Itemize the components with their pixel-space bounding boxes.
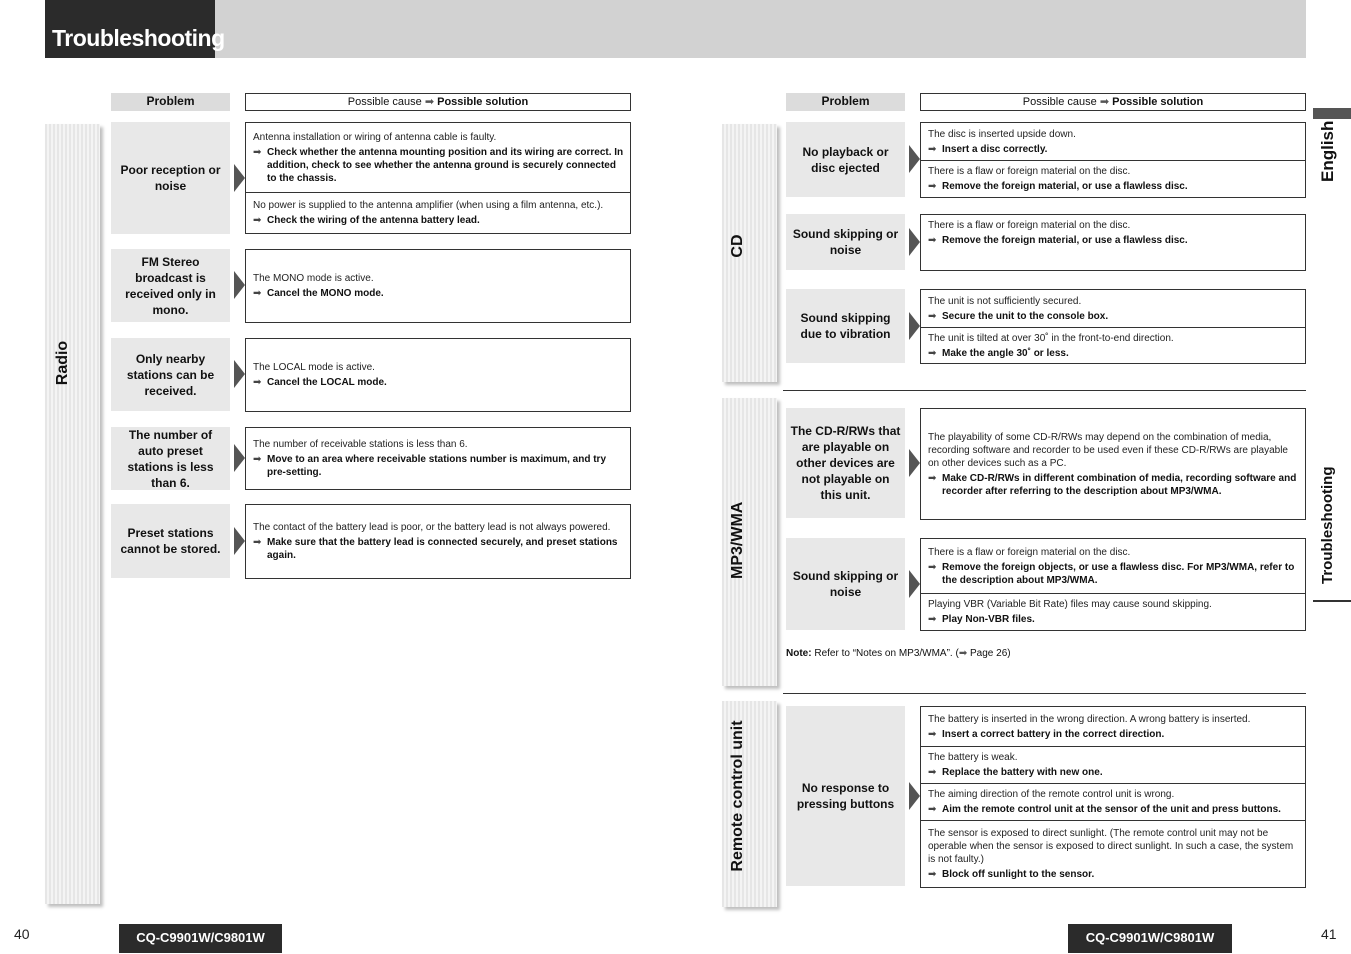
problem-cell: Preset stations cannot be stored. — [111, 504, 230, 578]
cause-text: The playability of some CD-R/RWs may depend on the combination of media, recording software and recorder to be used even if these CD-R/RWs are playable on other devices such as a PC. — [928, 431, 1288, 469]
arrow-icon: ➡ — [928, 472, 937, 484]
cause-text: Antenna installation or wiring of antenna cable is faulty. — [253, 131, 497, 143]
cause-header: Possible cause — [1022, 96, 1097, 108]
problem-column-header: Problem — [786, 93, 905, 111]
problem-cell: The number of auto preset stations is less than 6. — [111, 427, 230, 490]
arrow-icon: ➡ — [928, 181, 937, 192]
pointer-arrow-icon — [234, 164, 245, 192]
problem-cell: No response to pressing buttons — [786, 706, 905, 886]
solution-box — [245, 504, 631, 579]
cause-text: The MONO mode is active. — [253, 273, 374, 284]
section-divider — [1313, 600, 1351, 602]
solution-text: Remove the foreign objects, or use a flawless disc. For MP3/WMA, refer to the description about MP3/WMA. — [942, 561, 1295, 586]
pointer-arrow-icon — [234, 444, 245, 472]
problem-cell: FM Stereo broadcast is received only in mono. — [111, 249, 230, 322]
problem-cell: Sound skipping or noise — [786, 538, 905, 630]
arrow-icon: ➡ — [424, 96, 435, 108]
cause-text: The disc is inserted upside down. — [928, 128, 1076, 140]
note-label: Note: — [786, 648, 812, 659]
solution-text: Check whether the antenna mounting position and its wiring are correct. In addition, check to see whether the antenna ground is securely connected to the chassis. — [267, 146, 624, 184]
solution-text: Check the wiring of the antenna battery lead. — [267, 215, 480, 226]
cd-tab-label: CD — [729, 234, 746, 258]
cause-text: No power is supplied to the antenna amplifier (when using a film antenna, etc.). — [253, 200, 604, 211]
solution-box — [920, 408, 1306, 520]
cause-text: The contact of the battery lead is poor, or the battery lead is not always powered. — [253, 522, 611, 533]
problem-cell: No playback or disc ejected — [786, 122, 905, 197]
cause-solution-header — [245, 93, 631, 111]
cause-text: The battery is inserted in the wrong direction. A wrong battery is inserted. — [928, 713, 1251, 725]
arrow-icon: ➡ — [1099, 96, 1110, 108]
arrow-icon: ➡ — [253, 288, 262, 299]
cause-text: Playing VBR (Variable Bit Rate) files may cause sound skipping. — [928, 599, 1212, 610]
solution-text: Insert a disc correctly. — [942, 143, 1048, 155]
pointer-arrow-icon — [909, 145, 920, 173]
solution-text: Play Non-VBR files. — [942, 614, 1035, 625]
language-marker — [1313, 108, 1351, 119]
section-rule — [783, 693, 1306, 694]
pointer-arrow-icon — [909, 782, 920, 810]
problem-cell: Sound skipping due to vibration — [786, 289, 905, 363]
language-label: English — [1318, 120, 1337, 182]
arrow-icon: ➡ — [253, 454, 262, 465]
note-page-link[interactable]: Page 26) — [970, 648, 1011, 659]
arrow-icon: ➡ — [928, 143, 937, 155]
solution-text: Remove the foreign material, or use a flawless disc. — [942, 235, 1188, 246]
solution-box — [920, 289, 1306, 364]
section-label: Troubleshooting — [1319, 466, 1336, 584]
solution-text: Cancel the MONO mode. — [267, 288, 384, 299]
solution-box — [245, 427, 631, 490]
pointer-arrow-icon — [234, 527, 245, 555]
cause-text: The LOCAL mode is active. — [253, 362, 375, 373]
cause-text: The unit is not sufficiently secured. — [928, 295, 1082, 307]
arrow-icon: ➡ — [928, 310, 937, 322]
cause-text: There is a flaw or foreign material on the disc. — [928, 166, 1131, 177]
header-bar — [45, 0, 1306, 58]
arrow-icon: ➡ — [253, 537, 262, 548]
solution-header: Possible solution — [437, 96, 529, 108]
cause-header: Possible cause — [347, 96, 422, 108]
pointer-arrow-icon — [909, 228, 920, 256]
pointer-arrow-icon — [234, 271, 245, 299]
arrow-icon: ➡ — [928, 869, 937, 880]
problem-cell: Poor reception or noise — [111, 122, 230, 234]
page-number-left: 40 — [14, 926, 30, 942]
problem-column-header: Problem — [111, 93, 230, 111]
radio-tab — [45, 124, 100, 904]
solution-text: Secure the unit to the console box. — [942, 310, 1109, 322]
solution-box — [920, 538, 1306, 631]
arrow-icon: ➡ — [928, 767, 937, 778]
cause-solution-header — [920, 93, 1306, 111]
solution-text: Insert a correct battery in the correct direction. — [942, 728, 1165, 740]
arrow-icon: ➡ — [253, 377, 262, 388]
pointer-arrow-icon — [909, 570, 920, 598]
arrow-icon: ➡ — [958, 648, 968, 659]
solution-box — [245, 338, 631, 412]
solution-text: Make the angle 30˚ or less. — [942, 347, 1069, 359]
solution-text: Aim the remote control unit at the sensor of the unit and press buttons. — [942, 804, 1281, 815]
pointer-arrow-icon — [909, 449, 920, 477]
cause-text: There is a flaw or foreign material on the disc. — [928, 220, 1131, 231]
cause-text: The number of receivable stations is less than 6. — [253, 439, 468, 450]
cause-text: The battery is weak. — [928, 752, 1018, 763]
radio-tab-label: Radio — [54, 340, 71, 386]
note-text: Refer to “Notes on MP3/WMA”. ( — [814, 648, 959, 659]
arrow-icon: ➡ — [928, 614, 937, 625]
solution-box — [920, 706, 1306, 888]
problem-cell: Only nearby stations can be received. — [111, 338, 230, 411]
problem-cell: Sound skipping or noise — [786, 214, 905, 270]
solution-text: Make CD-R/RWs in different combination of media, recording software and recorder after referring to the description about MP3/WMA. — [942, 472, 1297, 497]
problem-cell: The CD-R/RWs that are playable on other devices are not playable on this unit. — [786, 408, 905, 518]
section-rule — [783, 390, 1306, 391]
solution-text: Move to an area where receivable stations number is maximum, and try pre-setting. — [267, 454, 607, 478]
solution-text: Make sure that the battery lead is connected securely, and preset stations again. — [267, 537, 618, 561]
remote-tab-label: Remote control unit — [729, 720, 746, 872]
cause-text: The aiming direction of the remote control unit is wrong. — [928, 789, 1175, 800]
cause-text: There is a flaw or foreign material on the disc. — [928, 546, 1131, 558]
solution-text: Block off sunlight to the sensor. — [942, 869, 1095, 880]
solution-box — [245, 249, 631, 323]
arrow-icon: ➡ — [928, 804, 937, 815]
solution-text: Remove the foreign material, or use a flawless disc. — [942, 181, 1188, 192]
arrow-icon: ➡ — [928, 347, 937, 359]
solution-box — [245, 122, 631, 234]
arrow-icon: ➡ — [253, 146, 262, 158]
solution-box — [920, 122, 1306, 198]
cause-text: The sensor is exposed to direct sunlight. (The remote control unit may not be operable when the sensor is exposed to direct sunlight. In such a case, the system is not faulty.) — [928, 828, 1294, 865]
solution-text: Cancel the LOCAL mode. — [267, 377, 387, 388]
mp3-wma-tab-label: MP3/WMA — [729, 501, 746, 579]
arrow-icon: ➡ — [253, 215, 262, 226]
model-number-right: CQ-C9901W/C9801W — [1068, 924, 1232, 953]
page-number-right: 41 — [1321, 926, 1337, 942]
mp3-note — [786, 648, 1011, 659]
cause-text: The unit is tilted at over 30˚ in the front-to-end direction. — [928, 332, 1174, 344]
solution-header: Possible solution — [1112, 96, 1204, 108]
arrow-icon: ➡ — [928, 728, 937, 740]
model-number-left: CQ-C9901W/C9801W — [119, 924, 282, 953]
pointer-arrow-icon — [234, 360, 245, 388]
solution-text: Replace the battery with new one. — [942, 767, 1103, 778]
arrow-icon: ➡ — [928, 561, 937, 573]
solution-box — [920, 214, 1306, 271]
pointer-arrow-icon — [909, 312, 920, 340]
page-title: Troubleshooting — [45, 0, 215, 58]
arrow-icon: ➡ — [928, 235, 937, 246]
